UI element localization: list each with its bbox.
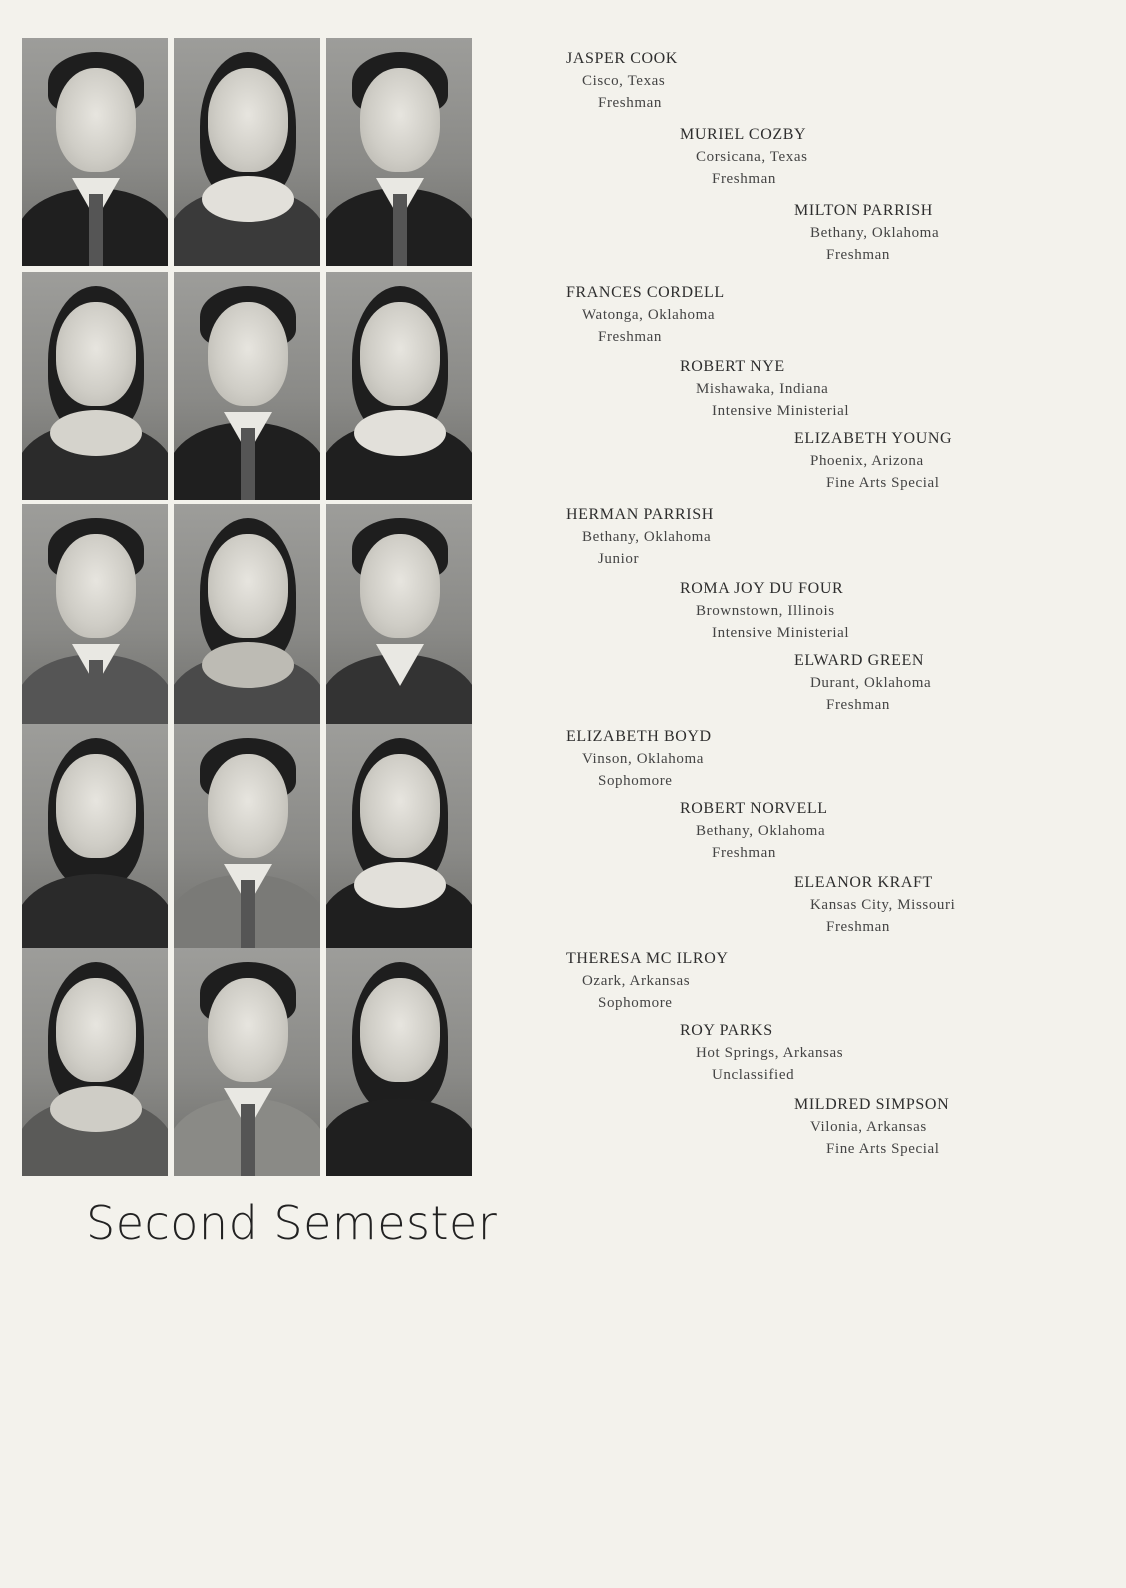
student-entry bbox=[566, 948, 729, 1014]
student-name: JASPER COOK bbox=[566, 50, 678, 67]
student-entry bbox=[794, 428, 952, 494]
student-name: FRANCES CORDELL bbox=[566, 284, 725, 301]
student-class: Sophomore bbox=[598, 773, 673, 789]
student-hometown: Watonga, Oklahoma bbox=[582, 307, 716, 323]
student-hometown: Kansas City, Missouri bbox=[810, 897, 956, 913]
student-entry bbox=[566, 282, 725, 348]
portrait-robert-norvell bbox=[174, 724, 320, 952]
student-class: Unclassified bbox=[712, 1067, 795, 1083]
portrait-jasper-cook bbox=[22, 38, 168, 266]
student-entry bbox=[680, 578, 849, 644]
student-hometown: Durant, Oklahoma bbox=[810, 675, 932, 691]
portrait-robert-nye bbox=[174, 272, 320, 500]
student-hometown: Brownstown, Illinois bbox=[696, 603, 835, 619]
portrait-eleanor-kraft bbox=[326, 724, 472, 952]
student-hometown: Vinson, Oklahoma bbox=[582, 751, 705, 767]
portrait-theresa-mc-ilroy bbox=[22, 948, 168, 1176]
student-class: Freshman bbox=[712, 171, 776, 187]
portrait-elward-green bbox=[326, 504, 472, 732]
student-hometown: Bethany, Oklahoma bbox=[810, 225, 940, 241]
student-class: Junior bbox=[598, 551, 640, 567]
student-name: ELIZABETH BOYD bbox=[566, 728, 712, 745]
student-entry bbox=[794, 650, 931, 716]
student-class: Freshman bbox=[712, 845, 776, 861]
student-name: MILDRED SIMPSON bbox=[794, 1096, 950, 1113]
student-entry bbox=[566, 504, 714, 570]
student-entry bbox=[566, 48, 678, 114]
student-name: ELIZABETH YOUNG bbox=[794, 430, 953, 447]
portrait-elizabeth-boyd bbox=[22, 724, 168, 952]
student-class: Intensive Ministerial bbox=[712, 403, 850, 419]
student-name: MILTON PARRISH bbox=[794, 202, 933, 219]
student-hometown: Vilonia, Arkansas bbox=[810, 1119, 927, 1135]
portrait-grid bbox=[22, 38, 474, 1188]
portrait-muriel-cozby bbox=[174, 38, 320, 266]
student-name: ELWARD GREEN bbox=[794, 652, 924, 669]
student-entry bbox=[680, 124, 808, 190]
student-name: ROMA JOY DU FOUR bbox=[680, 580, 844, 597]
student-hometown: Ozark, Arkansas bbox=[582, 973, 691, 989]
student-hometown: Bethany, Oklahoma bbox=[696, 823, 826, 839]
student-entry bbox=[794, 1094, 949, 1160]
page-heading: Second Semester bbox=[86, 1196, 498, 1250]
portrait-mildred-simpson bbox=[326, 948, 472, 1176]
student-name: THERESA MC ILROY bbox=[566, 950, 729, 967]
student-entry bbox=[680, 1020, 843, 1086]
student-class: Freshman bbox=[826, 919, 890, 935]
student-class: Freshman bbox=[598, 95, 662, 111]
portrait-herman-parrish bbox=[22, 504, 168, 732]
student-hometown: Cisco, Texas bbox=[582, 73, 666, 89]
student-entry bbox=[680, 356, 849, 422]
student-name: HERMAN PARRISH bbox=[566, 506, 714, 523]
student-class: Freshman bbox=[598, 329, 662, 345]
student-hometown: Phoenix, Arizona bbox=[810, 453, 924, 469]
portrait-frances-cordell bbox=[22, 272, 168, 500]
student-name: ELEANOR KRAFT bbox=[794, 874, 933, 891]
student-hometown: Bethany, Oklahoma bbox=[582, 529, 712, 545]
student-class: Sophomore bbox=[598, 995, 673, 1011]
student-entry bbox=[680, 798, 828, 864]
student-hometown: Mishawaka, Indiana bbox=[696, 381, 829, 397]
student-name: ROBERT NORVELL bbox=[680, 800, 828, 817]
portrait-milton-parrish bbox=[326, 38, 472, 266]
student-hometown: Corsicana, Texas bbox=[696, 149, 808, 165]
student-class: Intensive Ministerial bbox=[712, 625, 850, 641]
student-hometown: Hot Springs, Arkansas bbox=[696, 1045, 844, 1061]
student-class: Freshman bbox=[826, 247, 890, 263]
student-class: Freshman bbox=[826, 697, 890, 713]
student-name: ROY PARKS bbox=[680, 1022, 773, 1039]
student-class: Fine Arts Special bbox=[826, 475, 940, 491]
student-entry bbox=[794, 872, 955, 938]
portrait-roy-parks bbox=[174, 948, 320, 1176]
portrait-elizabeth-young bbox=[326, 272, 472, 500]
student-name: MURIEL COZBY bbox=[680, 126, 807, 143]
student-class: Fine Arts Special bbox=[826, 1141, 940, 1157]
student-name: ROBERT NYE bbox=[680, 358, 785, 375]
student-entry bbox=[794, 200, 939, 266]
portrait-roma-joy-du-four bbox=[174, 504, 320, 732]
student-entry bbox=[566, 726, 712, 792]
